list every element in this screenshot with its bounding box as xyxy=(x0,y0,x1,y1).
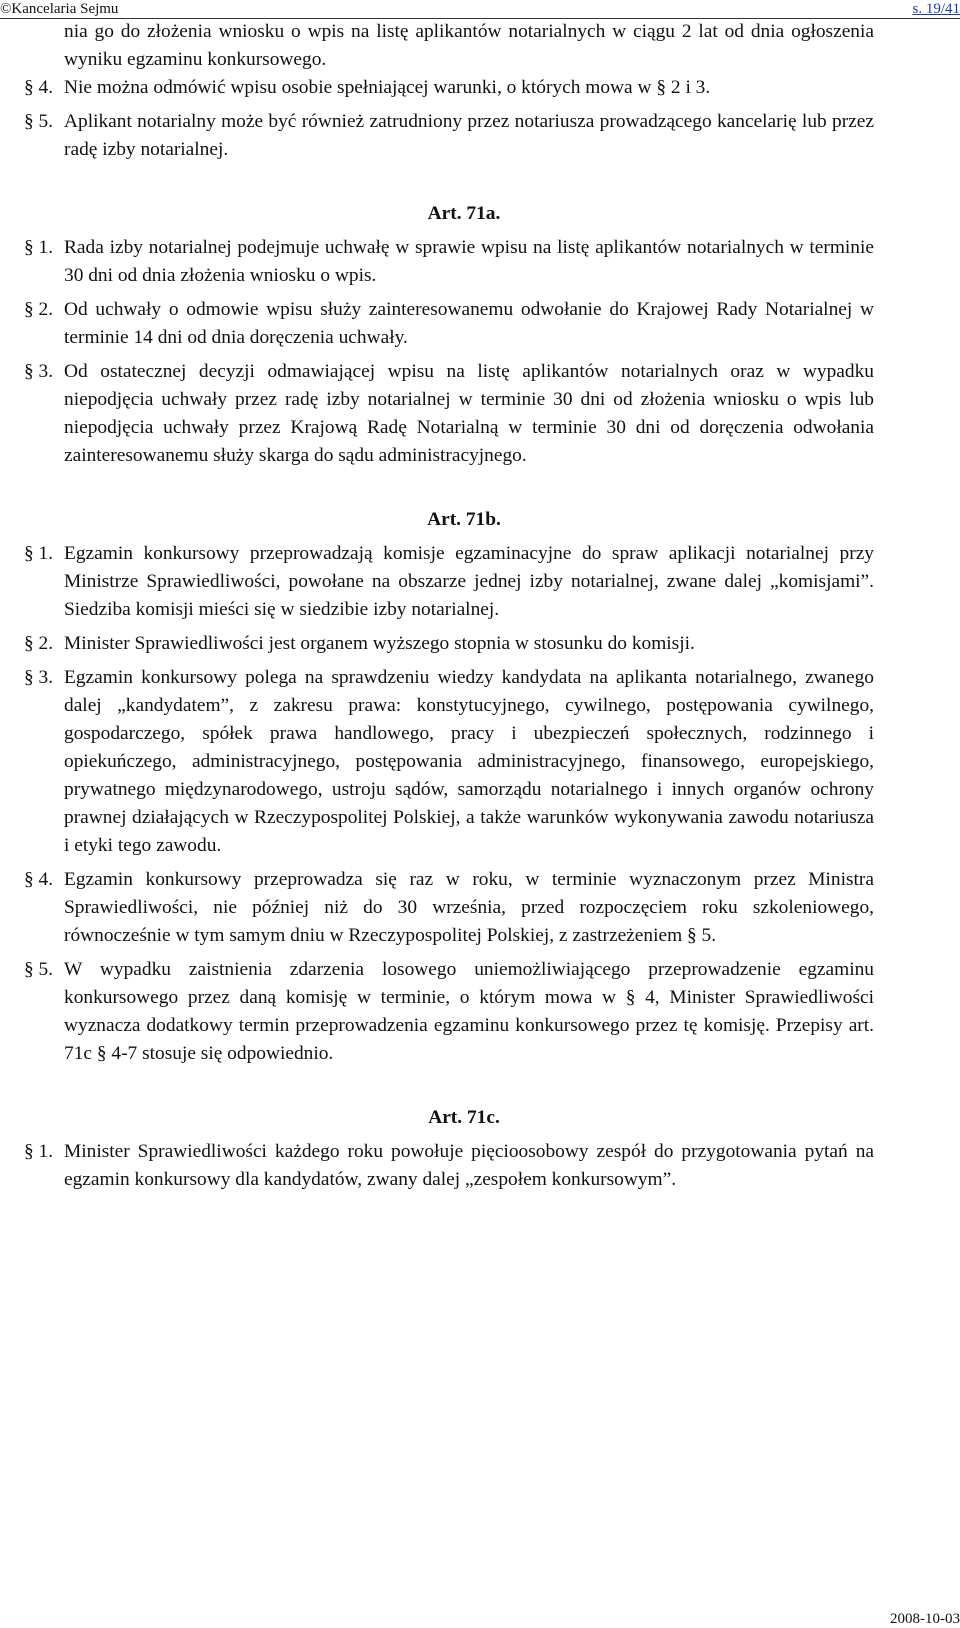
paragraph-text: nia go do złożenia wniosku o wpis na listę aplikantów notarialnych w ciągu 2 lat od dnia ogłoszenia wyniku egzaminu konkursowego. xyxy=(64,21,874,70)
section-text: Rada izby notarialnej podejmuje uchwałę w sprawie wpisu na listę aplikantów notarialnych w terminie 30 dni od dnia złożenia wniosku o wpis. xyxy=(64,237,874,286)
section-number: § 3. xyxy=(24,361,54,382)
section-number: § 4. xyxy=(24,869,54,890)
section-text: Egzamin konkursowy przeprowadza się raz w roku, w terminie wyznaczonym przez Ministra Sprawiedliwości, nie później niż do 30 września, przed rozpoczęciem roku szkoleniowego, równocześnie w tym samym dniu w Rzeczypospolitej Polskiej, z zastrzeżeniem § 5. xyxy=(64,869,874,946)
art71b-section-4 xyxy=(24,866,874,950)
section-text: Minister Sprawiedliwości każdego roku powołuje pięcioosobowy zespół do przygotowania pytań na egzamin konkursowy dla kandydatów, zwany dalej „zespołem konkursowym”. xyxy=(64,1141,874,1190)
art71b-section-3 xyxy=(24,664,874,860)
page-number-link[interactable]: s. 19/41 xyxy=(912,1,960,17)
section-text: W wypadku zaistnienia zdarzenia losowego uniemożliwiającego przeprowadzenie egzaminu konkursowego przez daną komisję w terminie, o którym mowa w § 4, Minister Sprawiedliwości wyznacza dodatkowy termin przeprowadzenia egzaminu konkursowego przez tę komisję. Przepisy art. 71c § 4-7 stosuje się odpowiednio. xyxy=(64,959,874,1064)
section-text: Aplikant notarialny może być również zatrudniony przez notariusza prowadzącego kancelarię lub przez radę izby notarialnej. xyxy=(64,111,874,160)
art71a-section-2 xyxy=(24,296,874,352)
section-number: § 5. xyxy=(24,111,54,132)
section-text: Egzamin konkursowy przeprowadzają komisje egzaminacyjne do spraw aplikacji notarialnej przy Ministrze Sprawiedliwości, powołane na obszarze jednej izby notarialnej, zwane dalej „komisjami”. Siedziba komisji mieści się w siedzibie izby notarialnej. xyxy=(64,543,874,620)
article-71b-title: Art. 71b. xyxy=(427,509,501,530)
section-4 xyxy=(24,74,874,102)
section-number: § 2. xyxy=(24,633,54,654)
art71b-section-1 xyxy=(24,540,874,624)
copyright-notice: ©Kancelaria Sejmu xyxy=(0,1,119,17)
section-number: § 3. xyxy=(24,667,54,688)
art71c-section-1 xyxy=(24,1138,874,1194)
article-71a-title: Art. 71a. xyxy=(427,203,501,224)
section-5 xyxy=(24,108,874,164)
section-text: Egzamin konkursowy polega na sprawdzeniu wiedzy kandydata na aplikanta notarialnego, zwanego dalej „kandydatem”, z zakresu prawa: konstytucyjnego, cywilnego, postępowania cywilnego, gospodarczego, spółek prawa handlowego, pracy i ubezpieczeń społecznych, rodzinnego i opiekuńczego, administracyjnego, postępowania administracyjnego, finansowego, europejskiego, prywatnego międzynarodowego, ustroju sądów, samorządu notarialnego i innych organów ochrony prawnej działających w Rzeczypospolitej Polskiej, a także warunków wykonywania zawodu notariusza i etyki tego zawodu. xyxy=(64,667,874,856)
section-number: § 4. xyxy=(24,77,54,98)
section-text: Minister Sprawiedliwości jest organem wyższego stopnia w stosunku do komisji. xyxy=(64,633,695,654)
section-number: § 1. xyxy=(24,543,54,564)
art71b-section-2 xyxy=(24,630,874,658)
art71a-section-3 xyxy=(24,358,874,470)
art71a-section-1 xyxy=(24,234,874,290)
article-71c-title: Art. 71c. xyxy=(428,1107,500,1128)
section-text: Od ostatecznej decyzji odmawiającej wpisu na listę aplikantów notarialnych oraz w wypadku niepodjęcia uchwały przez radę izby notarialnej w terminie 30 dni od złożenia wniosku o wpis lub niepodjęcia uchwały przez Krajową Radę Notarialną w terminie 30 dni od doręczenia odwołania zainteresowanemu służy skarga do sądu administracyjnego. xyxy=(64,361,874,466)
footer-date: 2008-10-03 xyxy=(890,1611,960,1627)
section-text: Nie można odmówić wpisu osobie spełniającej warunki, o których mowa w § 2 i 3. xyxy=(64,77,711,98)
document-body xyxy=(24,18,874,1194)
section-number: § 2. xyxy=(24,299,54,320)
section-number: § 5. xyxy=(24,959,54,980)
art71b-section-5 xyxy=(24,956,874,1068)
section-text: Od uchwały o odmowie wpisu służy zainteresowanemu odwołanie do Krajowej Rady Notarialnej w terminie 14 dni od dnia doręczenia uchwały. xyxy=(64,299,874,348)
section-number: § 1. xyxy=(24,237,54,258)
paragraph-continuation xyxy=(24,18,874,74)
page-header xyxy=(0,0,960,18)
section-number: § 1. xyxy=(24,1141,54,1162)
